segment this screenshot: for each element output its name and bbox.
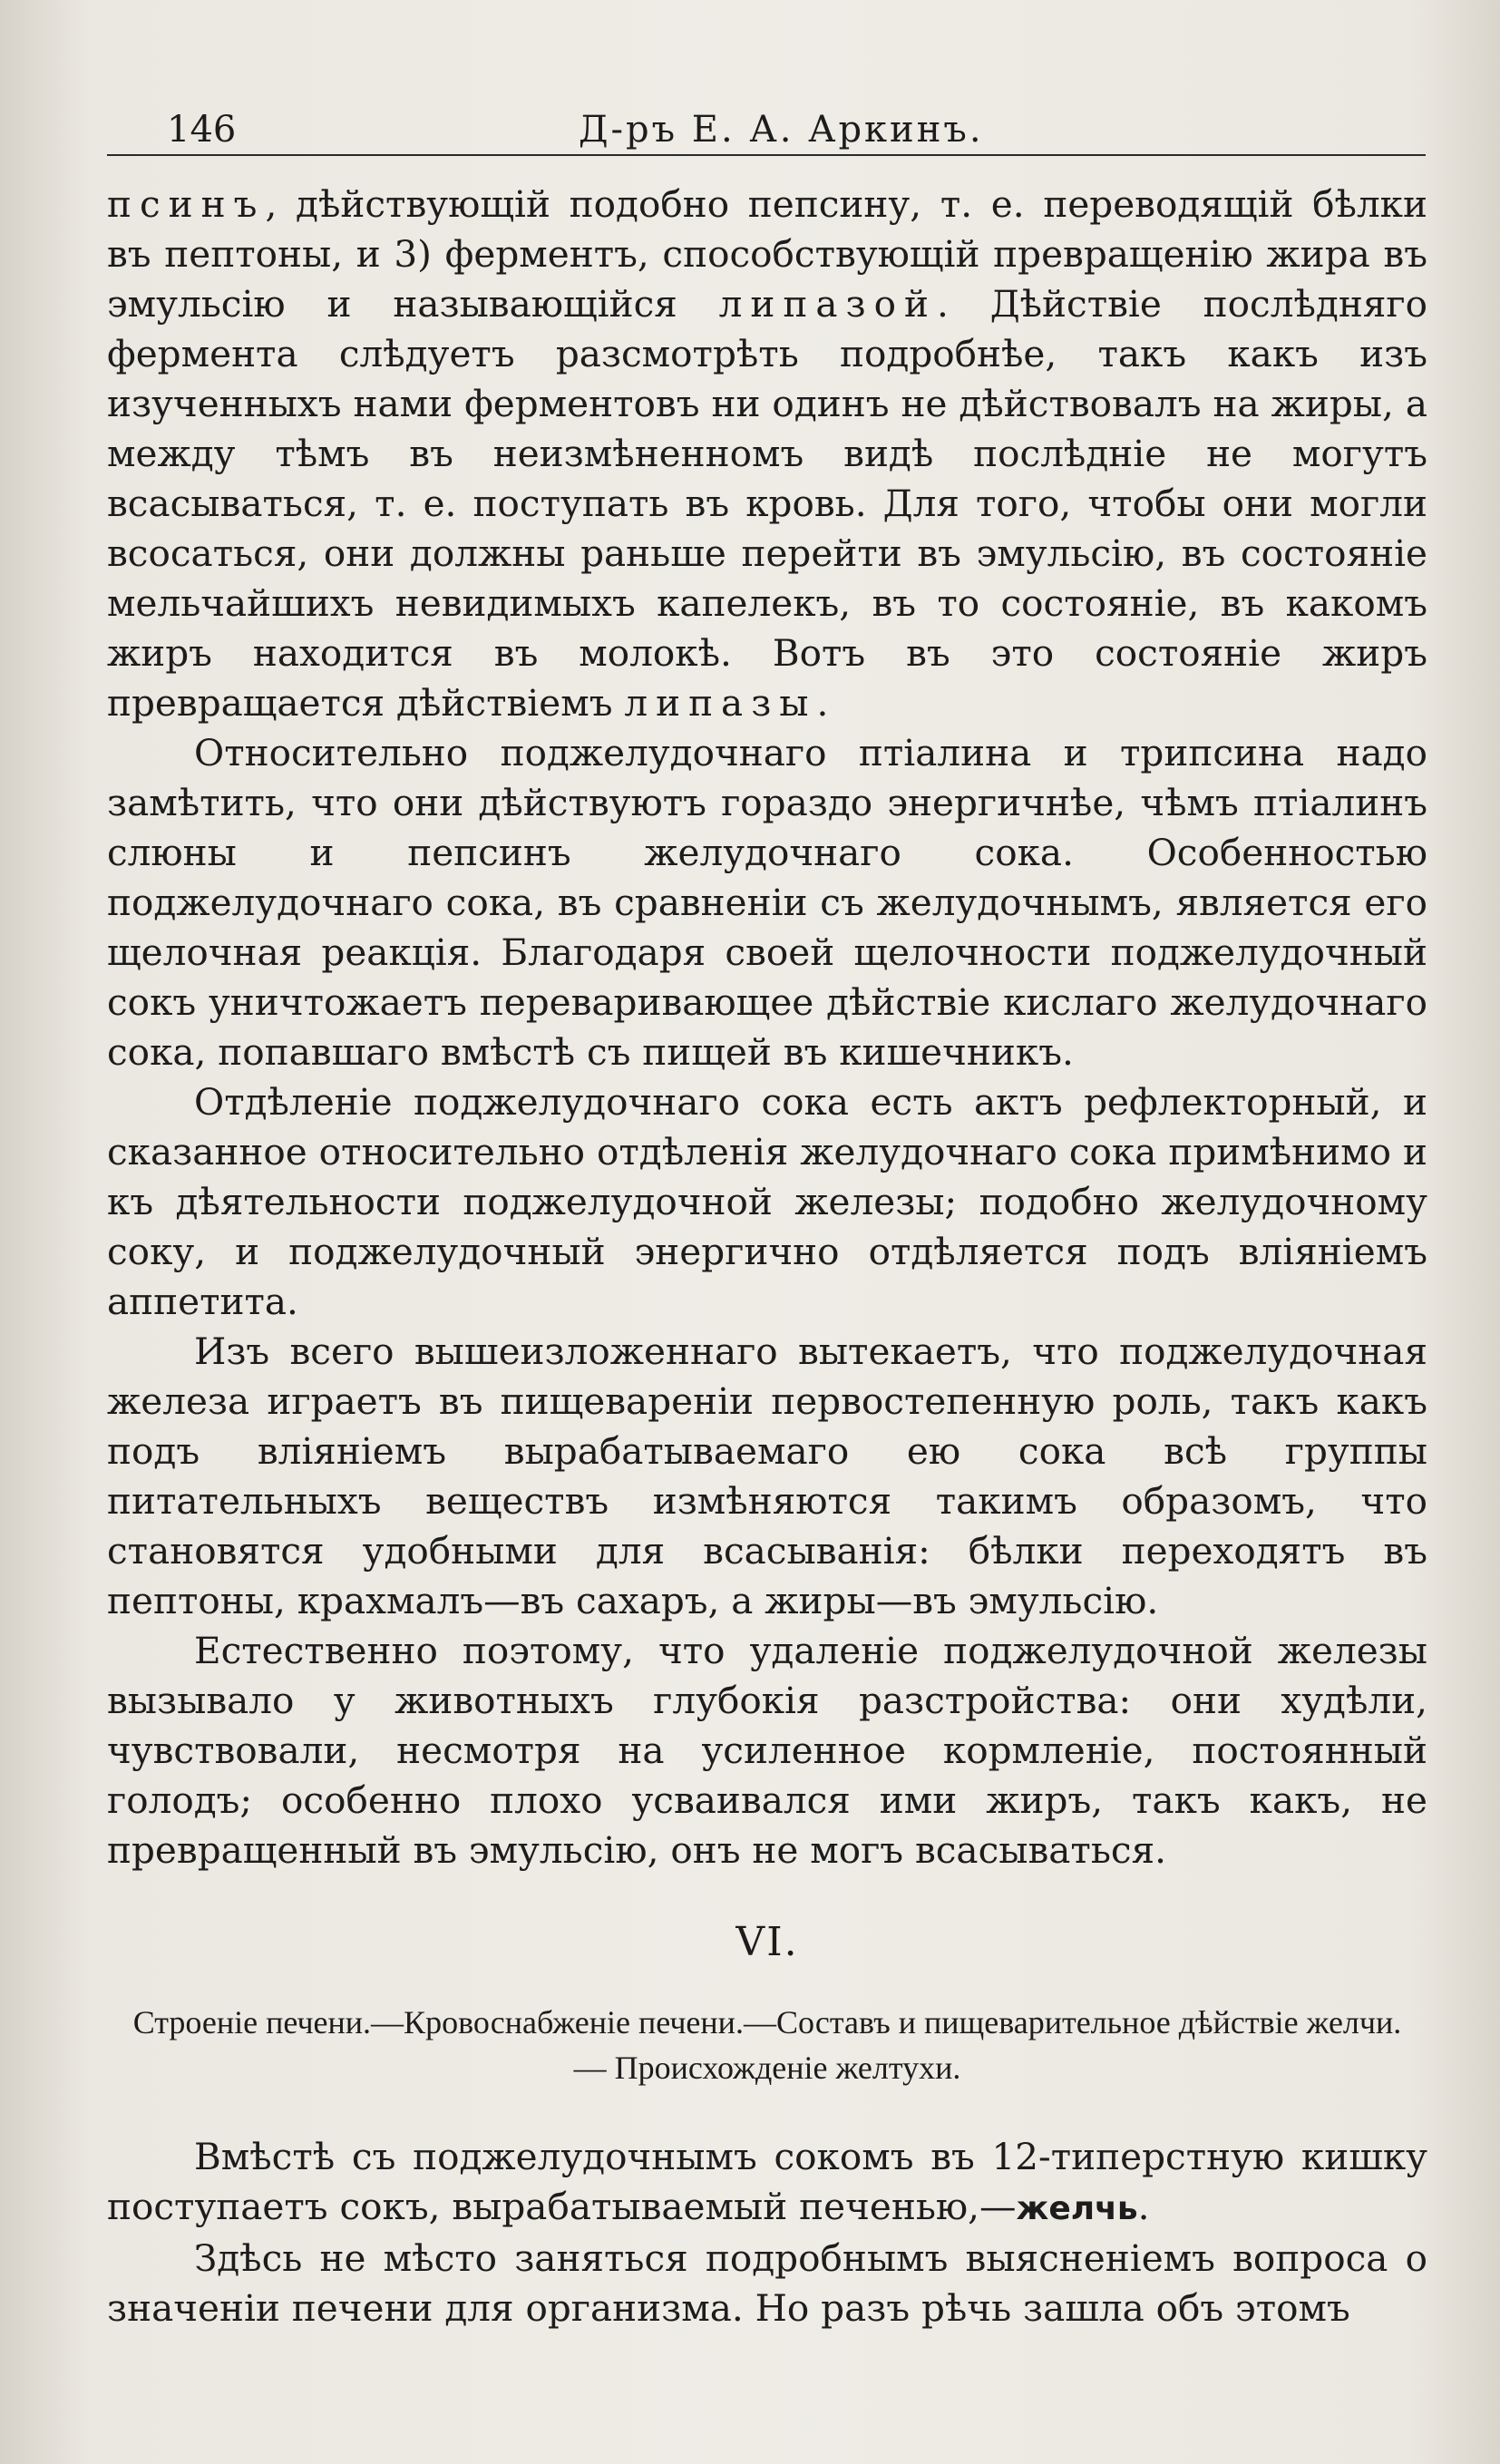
spaced-term: липазы xyxy=(624,681,817,725)
paragraph-1 xyxy=(107,180,1427,728)
chapter-subtitle: Строеніе печени.—Кровоснабженіе печени.—Составъ и пищеварительное дѣйствіе желчи.— Происхожденіе желтухи. xyxy=(132,2004,1402,2086)
page-header xyxy=(107,100,1426,156)
page-number: 146 xyxy=(167,109,237,151)
spaced-term: псинъ xyxy=(107,182,266,226)
paragraph-1-text: . Дѣйствіе послѣдняго фермента слѣдуетъ разсмотрѣть подробнѣе, такъ какъ изъ изученныхъ нами ферментовъ ни одинъ не дѣйствовалъ на жиры, а между тѣмъ въ неизмѣненномъ видѣ послѣдніе не могутъ всасываться, т. е. поступать въ кровь. Для того, чтобы они могли всосаться, они должны раньше перейти въ эмульсію, въ состояніе мельчайшихъ невидимыхъ капелекъ, въ то состояніе, въ какомъ жиръ находится въ молокѣ. Вотъ въ это состояніе жиръ превращается дѣйствіемъ xyxy=(107,282,1427,725)
chapter-number: VI. xyxy=(735,1919,799,1965)
paragraph-4: Изъ всего вышеизложеннаго вытекаетъ, что поджелудочная железа играетъ въ пищевареніи первостепенную роль, такъ какъ подъ вліяніемъ вырабатываемаго ею сока всѣ группы питательныхъ веществъ измѣняются такимъ образомъ, что становятся удобными для всасыванія: бѣлки переходятъ въ пептоны, крахмалъ—въ сахаръ, а жиры—въ эмульсію. xyxy=(107,1329,1427,1622)
paragraph-6 xyxy=(107,2132,1427,2234)
paragraph-1-text: . xyxy=(816,681,829,725)
paragraph-3: Отдѣленіе поджелудочнаго сока есть актъ рефлекторный, и сказанное относительно отдѣленія желудочнаго сока примѣнимо и къ дѣятельности поджелудочной железы; подобно желудочному соку, и поджелудочный энергично отдѣляется подъ вліяніемъ аппетита. xyxy=(107,1080,1427,1323)
body-text xyxy=(107,180,1427,2333)
paragraph-5: Естественно поэтому, что удаленіе поджелудочной железы вызывало у животныхъ глубокія разстройства: они худѣли, чувствовали, несмотря на усиленное кормленіе, постоянный голодъ; особенно плохо усваивался ими жиръ, такъ какъ, не превращенный въ эмульсію, онъ не могъ всасываться. xyxy=(107,1629,1427,1872)
paragraph-6-text: Вмѣстѣ съ поджелудочнымъ сокомъ въ 12-типерстную кишку поступаетъ сокъ, вырабатываемый печенью,— xyxy=(107,2135,1427,2228)
paragraph-1-text: , дѣйствующій подобно пепсину, т. е. переводящій бѣлки въ пептоны, и 3) ферментъ, способствующій превращенію жира въ эмульсію и называющійся xyxy=(107,182,1427,326)
paragraph-2: Относительно поджелудочнаго птіалина и трипсина надо замѣтить, что они дѣйствуютъ гораздо энергичнѣе, чѣмъ птіалинъ слюны и пепсинъ желудочнаго сока. Особенностью поджелудочнаго сока, въ сравненіи съ желудочнымъ, является его щелочная реакція. Благодаря своей щелочности поджелудочный сокъ уничтожаетъ переваривающее дѣйствіе кислаго желудочнаго сока, попавшаго вмѣстѣ съ пищей въ кишечникъ. xyxy=(107,731,1427,1074)
paragraph-7: Здѣсь не мѣсто заняться подробнымъ выясненіемъ вопроса о значеніи печени для организма. Но разъ рѣчь зашла объ этомъ xyxy=(107,2236,1427,2330)
spaced-term: липазой xyxy=(718,282,937,326)
running-head: Д-ръ Е. А. Аркинъ. xyxy=(579,109,984,151)
bold-term: желчь xyxy=(1016,2190,1138,2227)
paragraph-6-text: . xyxy=(1137,2185,1150,2228)
